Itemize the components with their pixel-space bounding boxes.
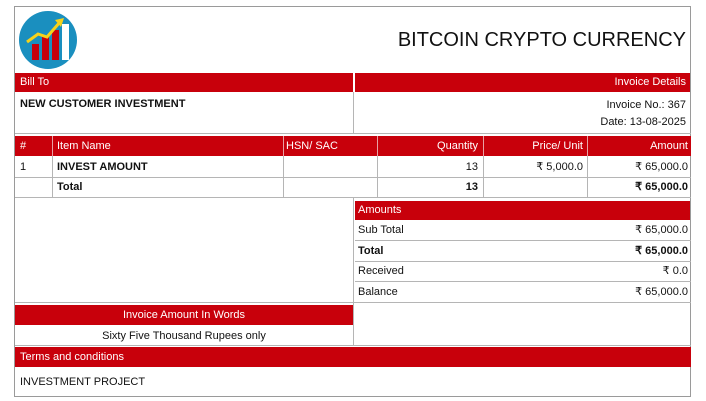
- col-header-price: Price/ Unit: [532, 140, 583, 152]
- invoice-number: Invoice No.: 367: [606, 99, 686, 111]
- amount-in-words-text: Sixty Five Thousand Rupees only: [102, 330, 266, 342]
- col-header-hsn: HSN/ SAC: [286, 140, 338, 152]
- items-table-header: [15, 136, 691, 156]
- amounts-header: Amounts: [358, 204, 402, 216]
- terms-text: INVESTMENT PROJECT: [20, 376, 146, 388]
- terms-header: Terms and conditions: [20, 351, 124, 363]
- terms-header-bar: [15, 347, 691, 367]
- received-label: Received: [358, 265, 404, 277]
- rising-bar-chart-icon: [18, 10, 78, 70]
- col-header-amount: Amount: [650, 140, 688, 152]
- total-row-amount: ₹ 65,000.0: [635, 181, 688, 193]
- col-header-item-name: Item Name: [57, 140, 111, 152]
- received-value: ₹ 0.0: [662, 265, 688, 277]
- col-header-index: #: [20, 140, 27, 152]
- row-price: ₹ 5,000.0: [536, 161, 583, 173]
- sub-total-value: ₹ 65,000.0: [635, 224, 688, 236]
- bill-to-header-bar: [15, 73, 353, 92]
- bill-to-header: Bill To: [20, 76, 50, 88]
- invoice-date: Date: 13-08-2025: [600, 116, 686, 128]
- amounts-total-value: ₹ 65,000.0: [635, 245, 688, 257]
- amounts-total-label: Total: [358, 245, 384, 257]
- customer-name: NEW CUSTOMER INVESTMENT: [20, 98, 186, 110]
- invoice-details-header-bar: [355, 73, 690, 92]
- row-amount: ₹ 65,000.0: [635, 161, 688, 173]
- total-row-label: Total: [57, 181, 83, 193]
- col-header-quantity: Quantity: [437, 140, 478, 152]
- invoice-details-header: Invoice Details: [614, 76, 686, 88]
- row-item-name: INVEST AMOUNT: [57, 161, 148, 173]
- amount-in-words-header: Invoice Amount In Words: [122, 309, 246, 321]
- sub-total-label: Sub Total: [358, 224, 404, 236]
- total-row-quantity: 13: [465, 181, 478, 193]
- amount-in-words-header-bar: [15, 305, 353, 325]
- row-index: 1: [20, 161, 27, 173]
- row-quantity: 13: [465, 161, 478, 173]
- balance-label: Balance: [358, 286, 398, 298]
- company-logo: [18, 10, 78, 70]
- balance-value: ₹ 65,000.0: [635, 286, 688, 298]
- company-name: BITCOIN CRYPTO CURRENCY: [397, 29, 686, 51]
- amounts-header-bar: [355, 201, 690, 220]
